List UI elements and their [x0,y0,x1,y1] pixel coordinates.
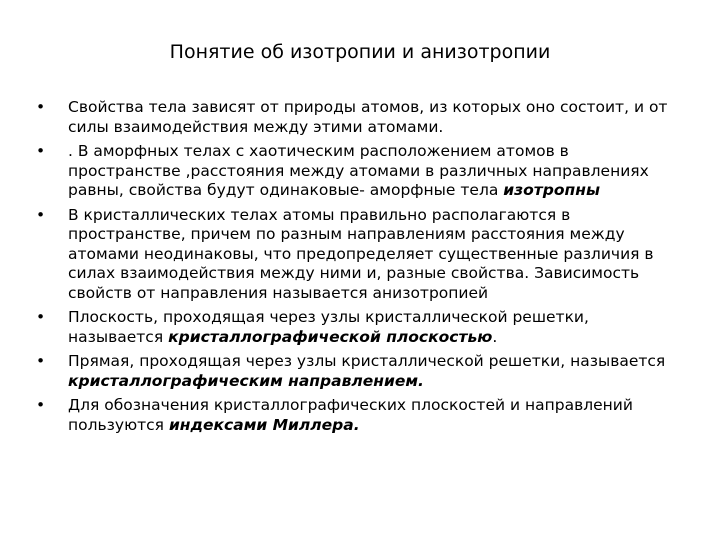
bullet-emphasis: кристаллографическим направлением. [68,371,424,390]
bullet-suffix: . [492,327,498,346]
bullet-emphasis: изотропны [503,181,600,199]
bullet-text: Для обозначения кристаллографических плоскостей и направлений пользуются [68,396,633,434]
bullet-item [36,98,686,137]
bullet-text: Плоскость, проходящая через узлы кристаллической решетки, называется [68,308,589,346]
bullet-item [36,308,686,347]
bullet-marker: • [36,98,46,116]
bullet-item [36,142,686,201]
bullet-text: В кристаллических телах атомы правильно располагаются в пространстве, причем по разным направлениям расстояния между атомами неодинаковы, что предопределяет существенные различия в силах взаимодействия между ними и, разные свойства. Зависимость свойств от направления называется анизотропией [68,205,654,302]
bullet-list [36,98,686,440]
bullet-text: Свойства тела зависят от природы атомов, из которых оно состоит, и от силы взаимодействия между этими атомами. [68,98,668,136]
bullet-marker: • [36,142,46,160]
bullet-marker: • [36,352,46,370]
bullet-marker: • [36,308,46,326]
bullet-item [36,352,686,391]
slide-title: Понятие об изотропии и анизотропии [169,41,551,63]
bullet-emphasis: кристаллографической плоскостью [168,327,493,346]
bullet-marker: • [36,396,46,414]
bullet-emphasis: индексами Миллера. [168,415,360,434]
bullet-text: . В аморфных телах с хаотическим расположением атомов в пространстве ,расстояния между атомами в различных направлениях равны, свойства будут одинаковые- аморфные тела [68,142,649,199]
bullet-marker: • [36,205,46,224]
bullet-item [36,206,686,304]
bullet-item [36,396,686,435]
bullet-text: Прямая, проходящая через узлы кристаллической решетки, называется [68,352,666,370]
